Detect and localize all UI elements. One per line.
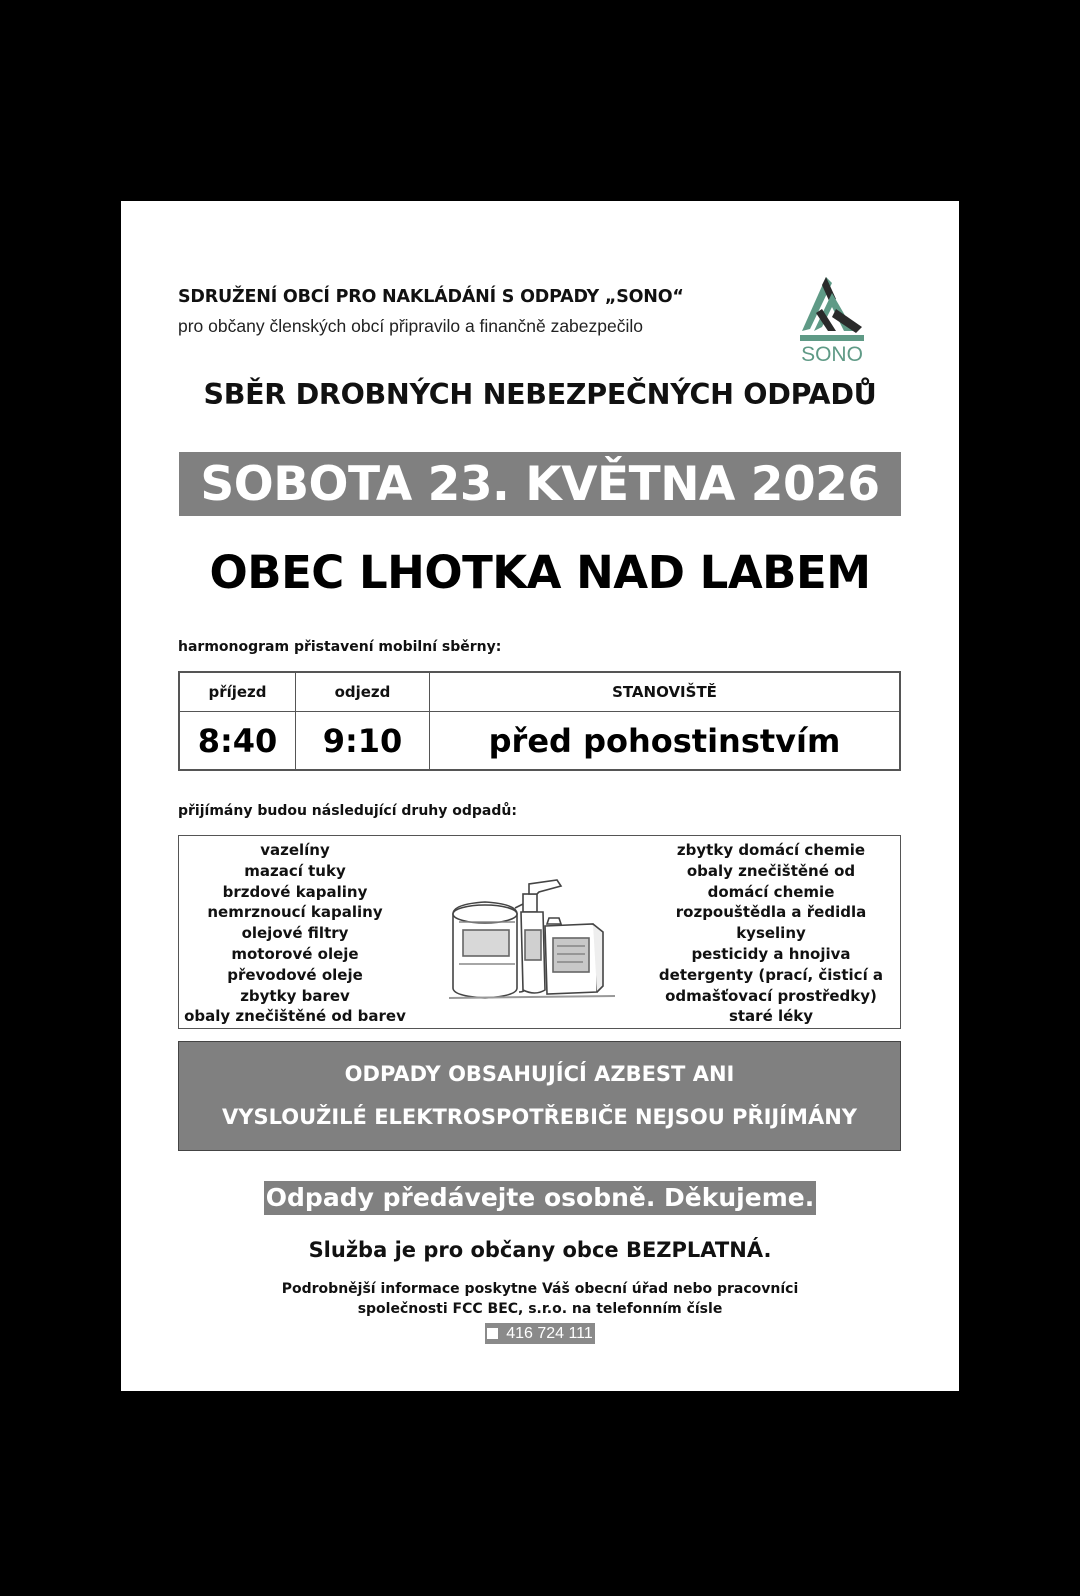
schedule-table: [178, 671, 901, 771]
phone-block: [121, 1323, 959, 1344]
list-item: brzdové kapaliny: [222, 882, 368, 901]
municipality-name: OBEC LHOTKA NAD LABEM: [209, 546, 871, 599]
handover-text: Odpady předávejte osobně. Děkujeme.: [264, 1181, 816, 1215]
collection-date: SOBOTA 23. KVĚTNA 2026: [179, 452, 901, 516]
departure-time: 9:10: [296, 712, 430, 770]
list-item: odmašťovací prostředky): [665, 986, 877, 1005]
location-header: STANOVIŠTĚ: [430, 673, 900, 712]
poster-sheet: [121, 201, 959, 1391]
exclusion-warning: [178, 1041, 901, 1151]
info-line-2: společnosti FCC BEC, s.r.o. na telefonním čísle: [357, 1301, 723, 1317]
list-item: olejové filtry: [241, 924, 349, 943]
sono-logo: [792, 269, 872, 369]
list-item: kyseliny: [736, 924, 806, 943]
list-item: vazelíny: [260, 841, 330, 859]
list-item: mazací tuky: [244, 861, 346, 880]
free-service-note: Služba je pro občany obce BEZPLATNÁ.: [308, 1238, 772, 1262]
contact-info: [121, 1279, 959, 1319]
list-item: zbytky domácí chemie: [676, 841, 866, 859]
waste-list-left: [179, 840, 411, 1027]
list-item: převodové oleje: [227, 965, 363, 984]
chemical-containers-illustration: [445, 864, 625, 1004]
departure-header: odjezd: [296, 673, 430, 712]
arrival-header: příjezd: [180, 673, 296, 712]
list-item: zbytky barev: [240, 986, 350, 1005]
organization-name: SDRUŽENÍ OBCÍ PRO NAKLÁDÁNÍ S ODPADY „SONO“: [178, 287, 684, 307]
info-line-1: Podrobnější informace poskytne Váš obecní úřad nebo pracovníci: [281, 1281, 799, 1297]
list-item: obaly znečištěné od: [686, 861, 856, 880]
list-item: staré léky: [728, 1007, 814, 1026]
arrival-time: 8:40: [180, 712, 296, 770]
list-item: rozpouštědla a ředidla: [675, 903, 867, 922]
list-item: obaly znečištěné od barev: [184, 1007, 406, 1026]
schedule-label: harmonogram přistavení mobilní sběrny:: [178, 639, 502, 655]
warning-line-2: VYSLOUŽILÉ ELEKTROSPOTŘEBIČE NEJSOU PŘIJÍMÁNY: [222, 1105, 857, 1129]
handover-note: [121, 1181, 959, 1215]
collection-title: SBĚR DROBNÝCH NEBEZPEČNÝCH ODPADŮ: [203, 378, 877, 411]
list-item: nemrznoucí kapaliny: [207, 903, 383, 922]
phone-number: 416 724 111: [506, 1325, 593, 1342]
logo-text: SONO: [801, 343, 863, 366]
schedule-header-row: [180, 673, 900, 712]
waste-list-right: [641, 840, 901, 1027]
warning-line-1: ODPADY OBSAHUJÍCÍ AZBEST ANI: [344, 1062, 735, 1086]
waste-types-label: přijímány budou následující druhy odpadů:: [178, 803, 517, 819]
phone-icon: [487, 1328, 498, 1339]
phone-number-badge[interactable]: [485, 1323, 595, 1344]
waste-types-box: [178, 835, 901, 1029]
location-value: před pohostinstvím: [430, 712, 900, 770]
organization-subtitle: pro občany členských obcí připravilo a finančně zabezpečilo: [178, 316, 643, 336]
list-item: domácí chemie: [707, 882, 835, 901]
list-item: pesticidy a hnojiva: [691, 944, 851, 963]
schedule-row: [180, 712, 900, 770]
list-item: motorové oleje: [231, 944, 359, 963]
list-item: detergenty (prací, čisticí a: [658, 965, 884, 984]
